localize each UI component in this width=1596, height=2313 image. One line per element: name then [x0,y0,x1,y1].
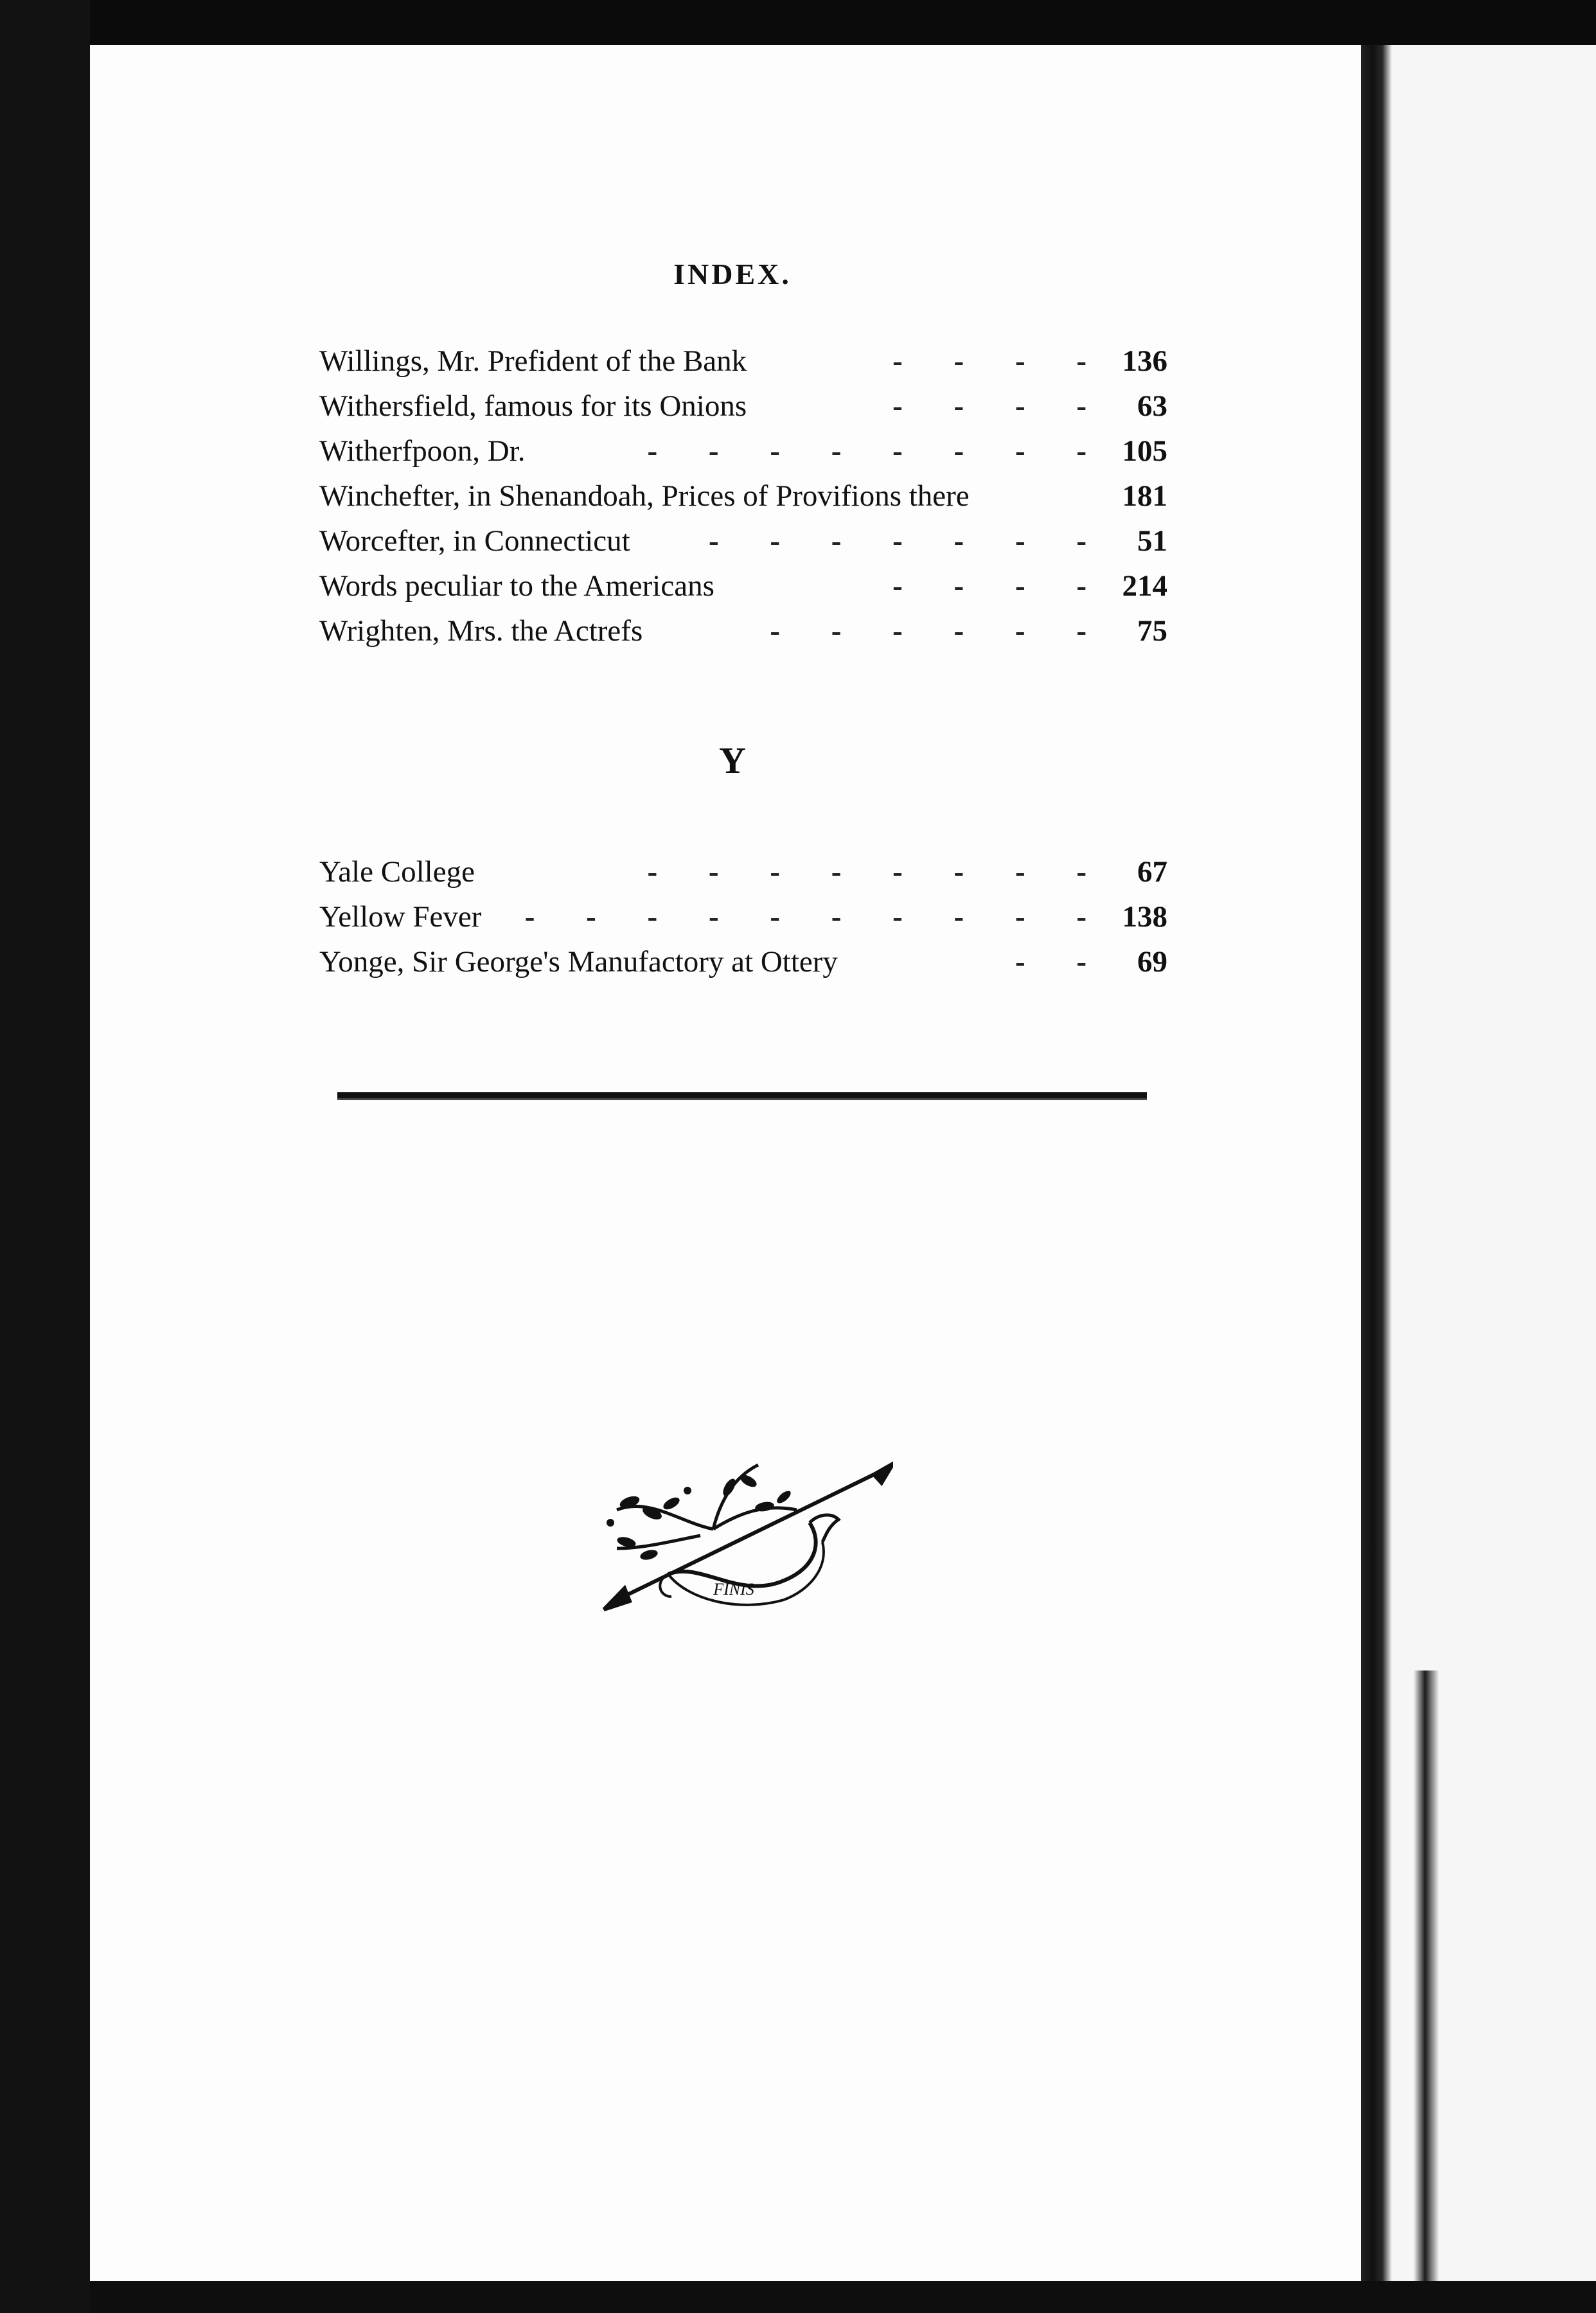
entry-page-number: 67 [1137,855,1167,889]
entry-text: Yonge, Sir George's Manufactory at Ottery [319,945,838,979]
index-entry [319,434,1167,479]
entry-page-number: 63 [1137,389,1167,423]
scan-border-top [0,0,1596,45]
entry-page-number: 105 [1122,434,1167,468]
entry-page-number: 75 [1137,614,1167,648]
dot-leader: - - - - [892,569,1108,603]
entry-text: Yellow Fever [319,900,482,934]
scan-border-left [0,0,90,2313]
entry-page-number: 138 [1122,900,1167,934]
index-entry [319,524,1167,569]
index-entry [319,479,1167,524]
ornament-banner-text: FINIS [713,1580,754,1599]
dot-leader: - - [1015,945,1108,979]
dot-leader: - - - - - - [770,614,1108,648]
entry-text: Yale College [319,855,475,889]
entry-text: Words peculiar to the Americans [319,569,714,603]
entry-page-number: 181 [1122,479,1167,513]
dot-leader: - - - - - - - - - - [524,900,1108,934]
index-entry [319,569,1167,614]
finis-ornament-icon [591,1452,893,1632]
entry-text: Worcefter, in Connecticut [319,524,630,558]
index-entry [319,344,1167,389]
dot-leader: - - - - [892,344,1108,378]
index-list-y [319,855,1167,989]
facing-page-shadow [1414,1670,1439,2281]
entry-page-number: 69 [1137,945,1167,979]
book-spine-shadow [1361,45,1392,2281]
dot-leader: - - - - - - - - [647,434,1108,468]
dot-leader: - - - - - - - - [647,855,1108,889]
index-list-w [319,344,1167,659]
entry-page-number: 51 [1137,524,1167,558]
index-entry [319,614,1167,659]
entry-text: Wrighten, Mrs. the Actrefs [319,614,643,648]
page-title: INDEX. [673,258,792,290]
double-rule-divider [337,1092,1147,1100]
index-entry [319,900,1167,944]
entry-page-number: 214 [1122,569,1167,603]
dot-leader: - - - - - - - [708,524,1108,558]
entry-text: Withersfield, famous for its Onions [319,389,747,423]
dot-leader: - - - - [892,389,1108,423]
entry-text: Willings, Mr. Prefident of the Bank [319,344,747,378]
section-letter: Y [719,740,746,781]
index-entry [319,389,1167,434]
entry-page-number: 136 [1122,344,1167,378]
entry-text: Witherfpoon, Dr. [319,434,526,468]
entry-text: Winchefter, in Shenandoah, Prices of Provifions there [319,479,970,513]
index-entry [319,944,1167,989]
index-entry [319,855,1167,900]
